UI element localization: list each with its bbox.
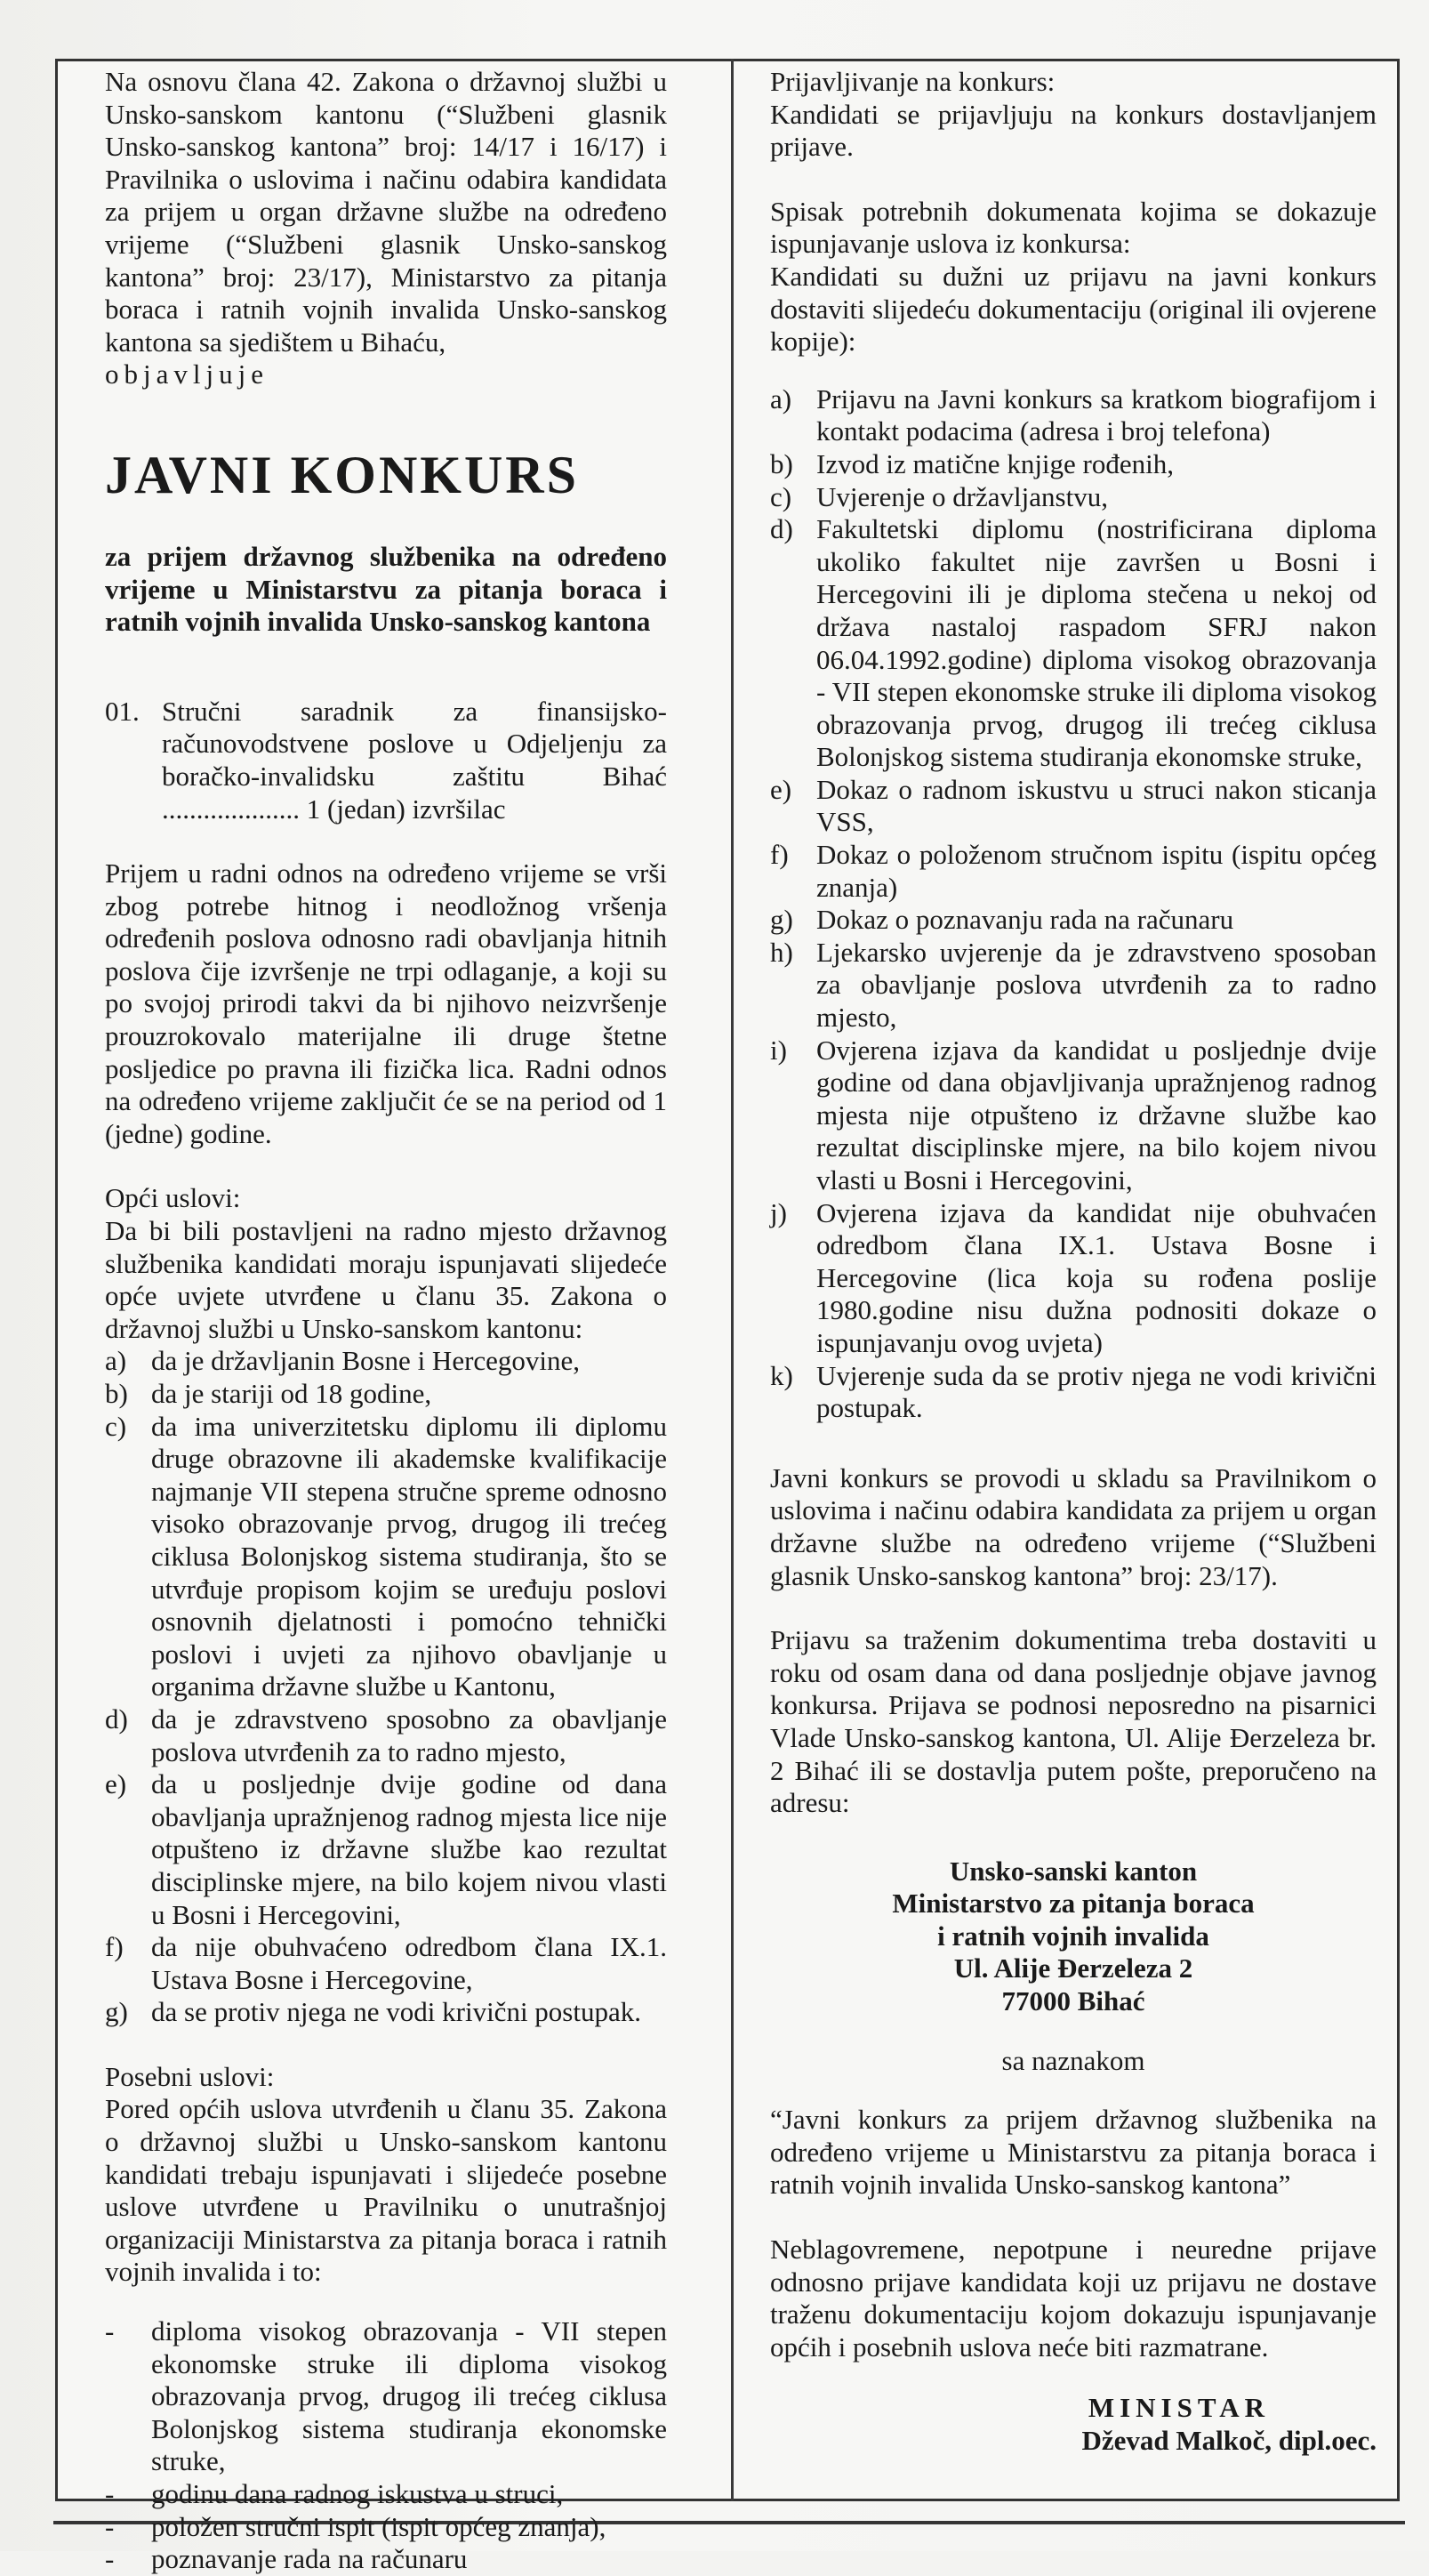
general-condition-item xyxy=(105,1378,667,1411)
general-condition-item-marker: f) xyxy=(105,1931,124,1963)
notice-subtitle: za prijem državnog službenika na određeno vrijeme u Ministarstvu za pitanja boraca i ratnih vojnih invalida Unsko-sanskog kantona xyxy=(105,540,667,638)
document-item-marker: i) xyxy=(770,1034,787,1066)
document-item-text: Dokaz o radnom iskustvu u struci nakon sticanja VSS, xyxy=(816,773,1377,838)
general-condition-item-text: da je državljanin Bosne i Hercegovine, xyxy=(151,1345,581,1377)
application-text: Kandidati se prijavljuju na konkurs dostavljanjem prijave. xyxy=(770,98,1377,163)
document-item xyxy=(770,448,1377,481)
document-item xyxy=(770,481,1377,514)
document-item-text: Prijavu na Javni konkurs sa kratkom biografijom i kontakt podacima (adresa i broj telefona) xyxy=(816,382,1377,447)
document-item-text: Ovjerena izjava da kandidat nije obuhvaćen odredbom člana IX.1. Ustava Bosne i Hercegovine (lica koja su rođena poslije 1980.godine nisu dužna podnositi dokaze o ispunjavanju ovog uvjeta) xyxy=(816,1196,1377,1358)
address-block xyxy=(770,1856,1377,2018)
special-condition-item xyxy=(105,2543,667,2576)
document-item-text: Fakultetski diplomu (nostrificirana diploma ukoliko fakultet nije završen u Bosni i Hercegovini ili je diploma stečena u nekoj od država nastaloj raspadom SFRJ nakon 06.04.1992.godine) diploma visokog obrazovanja - VII stepen ekonomske struke ili diploma visokog obrazovanja prvog, drugog ili trećeg ciklusa Bolonjskog sistema studiranja ekonomske struke, xyxy=(816,513,1377,773)
special-conditions-intro: Pored općih uslova utvrđenih u članu 35. Zakona o državnoj službi u Unsko-sanskom kantonu kandidati trebaju ispunjavati i slijedeće posebne uslove utvrđene u Pravilniku o unutrašnjoj organizaciji Ministarstva za pitanja boraca i ratnih vojnih invalida i to: xyxy=(105,2093,667,2288)
special-condition-item xyxy=(105,2315,667,2478)
document-item-text: Uvjerenje suda da se protiv njega ne vodi krivični postupak. xyxy=(816,1359,1377,1424)
general-conditions-list xyxy=(105,1345,667,2028)
document-item xyxy=(770,904,1377,937)
special-condition-item-text: diploma visokog obrazovanja - VII stepen ekonomske struke ili diploma visokog obrazovanja prvog, drugog ili trećeg ciklusa Bolonjskog sistema studiranja ekonomske struke, xyxy=(151,2315,667,2477)
document-item xyxy=(770,1034,1377,1197)
address-line: Ul. Alije Đerzeleza 2 xyxy=(953,1952,1193,1984)
general-condition-item-text: da se protiv njega ne vodi krivični postupak. xyxy=(151,1996,641,2028)
special-condition-item-text: poznavanje rada na računaru xyxy=(151,2543,468,2575)
document-item-marker: h) xyxy=(770,936,793,968)
notice-title: JAVNI KONKURS xyxy=(105,445,579,504)
special-conditions-list xyxy=(105,2315,667,2576)
submission-paragraph: Prijavu sa traženim dokumentima treba dostaviti u roku od osam dana od dana posljednje objave javnog konkursa. Prijava se podnosi neposredno na pisarnici Vlade Unsko-sanskog kantona, Ul. Alije Đerzeleza br. 2 Bihać ili se dostavlja putem pošte, preporučeno na adresu: xyxy=(770,1624,1377,1819)
document-item-marker: k) xyxy=(770,1359,793,1391)
document-item xyxy=(770,513,1377,774)
note-label: sa naznakom xyxy=(1001,2044,1145,2076)
general-condition-item-text: da je stariji od 18 godine, xyxy=(151,1378,432,1409)
left-column xyxy=(105,66,667,2576)
right-column xyxy=(770,66,1377,2458)
document-item xyxy=(770,839,1377,904)
general-condition-item xyxy=(105,1703,667,1768)
position-item xyxy=(105,696,667,825)
special-condition-item-marker: - xyxy=(105,2510,115,2542)
document-item-text: Izvod iz matične knjige rođenih, xyxy=(816,447,1175,479)
general-condition-item-marker: d) xyxy=(105,1703,128,1735)
general-condition-item-marker: c) xyxy=(105,1410,127,1442)
general-conditions-heading: Opći uslovi: xyxy=(105,1182,241,1214)
general-conditions-intro: Da bi bili postavljeni na radno mjesto državnog službenika kandidati moraju ispunjavati slijedeće opće uvjete utvrđene u članu 35. Zakona o državnoj službi u Unsko-sanskom kantonu: xyxy=(105,1215,667,1344)
procedure-paragraph: Javni konkurs se provodi u skladu sa Pravilnikom o uslovima i načinu odabira kandidata za prijem u organ državne službe na određeno vrijeme (“Službeni glasnik Unsko-sanskog kantona” broj: 23/17). xyxy=(770,1461,1377,1591)
general-condition-item-marker: e) xyxy=(105,1768,127,1800)
special-conditions-heading: Posebni uslovi: xyxy=(105,2060,275,2092)
special-condition-item-text: položen stručni ispit (ispit općeg znanja), xyxy=(151,2510,606,2542)
special-condition-item xyxy=(105,2478,667,2511)
address-line: 77000 Bihać xyxy=(1001,1985,1145,2017)
address-line: i ratnih vojnih invalida xyxy=(937,1920,1209,1952)
general-condition-item xyxy=(105,1345,667,1378)
document-item xyxy=(770,1360,1377,1425)
document-item-marker: g) xyxy=(770,904,793,936)
general-condition-item xyxy=(105,1996,667,2029)
document-item xyxy=(770,383,1377,448)
general-condition-item-marker: b) xyxy=(105,1378,128,1409)
general-condition-item-marker: a) xyxy=(105,1345,127,1377)
column-divider xyxy=(731,59,734,2501)
reason-paragraph: Prijem u radni odnos na određeno vrijeme se vrši zbog potrebe hitnog i neodložnog vršenja određenih poslova odnosno radi obavljanja hitnih poslova čije izvršenje ne trpi odlaganje, a koji su po svojoj prirodi takvi da bi njihovo neizvršenje prouzrokovalo materijalne ili druge štetne posljedice po pravna ili fizička lica. Radni odnos na određeno vrijeme zaključit će se na period od 1 (jedne) godine. xyxy=(105,857,667,1149)
application-heading: Prijavljivanje na konkurs: xyxy=(770,66,1056,97)
address-line: Ministarstvo za pitanja boraca xyxy=(892,1888,1255,1920)
document-item-marker: e) xyxy=(770,773,792,805)
special-condition-item-marker: - xyxy=(105,2315,115,2347)
general-condition-item-text: da je zdravstveno sposobno za obavljanje poslova utvrđenih za to radno mjesto, xyxy=(151,1703,667,1767)
document-item-marker: b) xyxy=(770,447,793,479)
general-condition-item-text: da u posljednje dvije godine od dana obavljanja upražnjenog radnog mjesta lice nije otpušteno iz državne službe kao rezultat disciplinske mjere, na bilo kojem nivou vlasti u Bosni i Hercegovini, xyxy=(151,1768,667,1930)
general-condition-item-marker: g) xyxy=(105,1996,128,2028)
address-line: Unsko-sanski kanton xyxy=(949,1855,1198,1887)
document-item xyxy=(770,937,1377,1034)
special-condition-item-marker: - xyxy=(105,2478,115,2509)
documents-list xyxy=(770,383,1377,1425)
position-description: Stručni saradnik za finansijsko-računovodstvene poslove u Odjeljenju za boračko-invalidsku zaštitu Bihać .................... 1 (jedan) izvršilac xyxy=(162,695,667,825)
special-condition-item-marker: - xyxy=(105,2543,115,2575)
document-item-marker: j) xyxy=(770,1196,787,1228)
documents-heading: Spisak potrebnih dokumenata kojima se dokazuje ispunjavanje uslova iz konkursa: xyxy=(770,195,1377,260)
document-item xyxy=(770,774,1377,839)
note-text: “Javni konkurs za prijem državnog službenika na određeno vrijeme u Ministarstvu za pitanja boraca i ratnih vojnih invalida Unsko-sanskog kantona” xyxy=(770,2104,1377,2201)
general-condition-item-text: da nije obuhvaćeno odredbom člana IX.1. Ustava Bosne i Hercegovine, xyxy=(151,1931,667,1995)
position-number: 01. xyxy=(105,695,140,727)
document-item-text: Ovjerena izjava da kandidat u posljednje dvije godine od dana objavljivanja upražnjenog radnog mjesta nije otpušteno iz državne službe kao rezultat disciplinske mjere, na bilo kojem nivou vlasti u Bosni i Hercegovini, xyxy=(816,1034,1377,1195)
special-condition-item-text: godinu dana radnog iskustva u struci, xyxy=(151,2478,564,2509)
general-condition-item xyxy=(105,1931,667,1996)
signature-name: Dževad Malkoč, dipl.oec. xyxy=(1081,2425,1377,2456)
general-condition-item xyxy=(105,1768,667,1931)
document-item-text: Dokaz o poznavanju rada na računaru xyxy=(816,904,1234,936)
document-item-marker: a) xyxy=(770,382,792,415)
document-item-marker: f) xyxy=(770,839,789,871)
special-condition-item xyxy=(105,2511,667,2544)
document-item-marker: c) xyxy=(770,480,792,512)
signature-title: MINISTAR xyxy=(1088,2392,1270,2424)
document-item-text: Dokaz o položenom stručnom ispitu (ispitu općeg znanja) xyxy=(816,839,1377,903)
general-condition-item-text: da ima univerzitetsku diplomu ili diplomu druge obrazovne ili akademske kvalifikacije najmanje VII stepena stručne spreme odnosno visoko obrazovanje prvog, drugog ili trećeg ciklusa Bolonjskog sistema studiranja, što se utvrđuje propisom kojim se uređuju poslovi osnovnih djelatnosti i pomoćno tehnički poslovi i uvjeti za njihovo obavljanje u organima državne službe u Kantonu, xyxy=(151,1410,667,1703)
general-condition-item xyxy=(105,1411,667,1703)
documents-intro: Kandidati su dužni uz prijavu na javni konkurs dostaviti slijedeću dokumentaciju (original ili ovjerene kopije): xyxy=(770,260,1377,358)
document-item xyxy=(770,1197,1377,1360)
intro-paragraph: Na osnovu člana 42. Zakona o državnoj službi u Unsko-sanskom kantonu (“Službeni glasnik Unsko-sanskog kantona” broj: 14/17 i 16/17) i Pravilnika o uslovima i načinu odabira kandidata za prijem u organ državne službe na određeno vrijeme (“Službeni glasnik Unsko-sanskog kantona” broj: 23/17), Ministarstvo za pitanja boraca i ratnih vojnih invalida Unsko-sanskog kantona sa sjedištem u Bihaću, xyxy=(105,66,667,358)
document-item-marker: d) xyxy=(770,513,793,545)
rejection-paragraph: Neblagovremene, nepotpune i neuredne prijave odnosno prijave kandidata koji uz prijavu ne dostave traženu dokumentaciju kojom dokazuju ispunjavanje općih i posebnih uslova neće biti razmatrane. xyxy=(770,2234,1377,2363)
document-item-text: Ljekarsko uvjerenje da je zdravstveno sposoban za obavljanje poslova utvrđenih za to radno mjesto, xyxy=(816,936,1377,1034)
document-item-text: Uvjerenje o državljanstvu, xyxy=(816,480,1108,512)
objavljuje-text: objavljuje xyxy=(105,358,269,390)
